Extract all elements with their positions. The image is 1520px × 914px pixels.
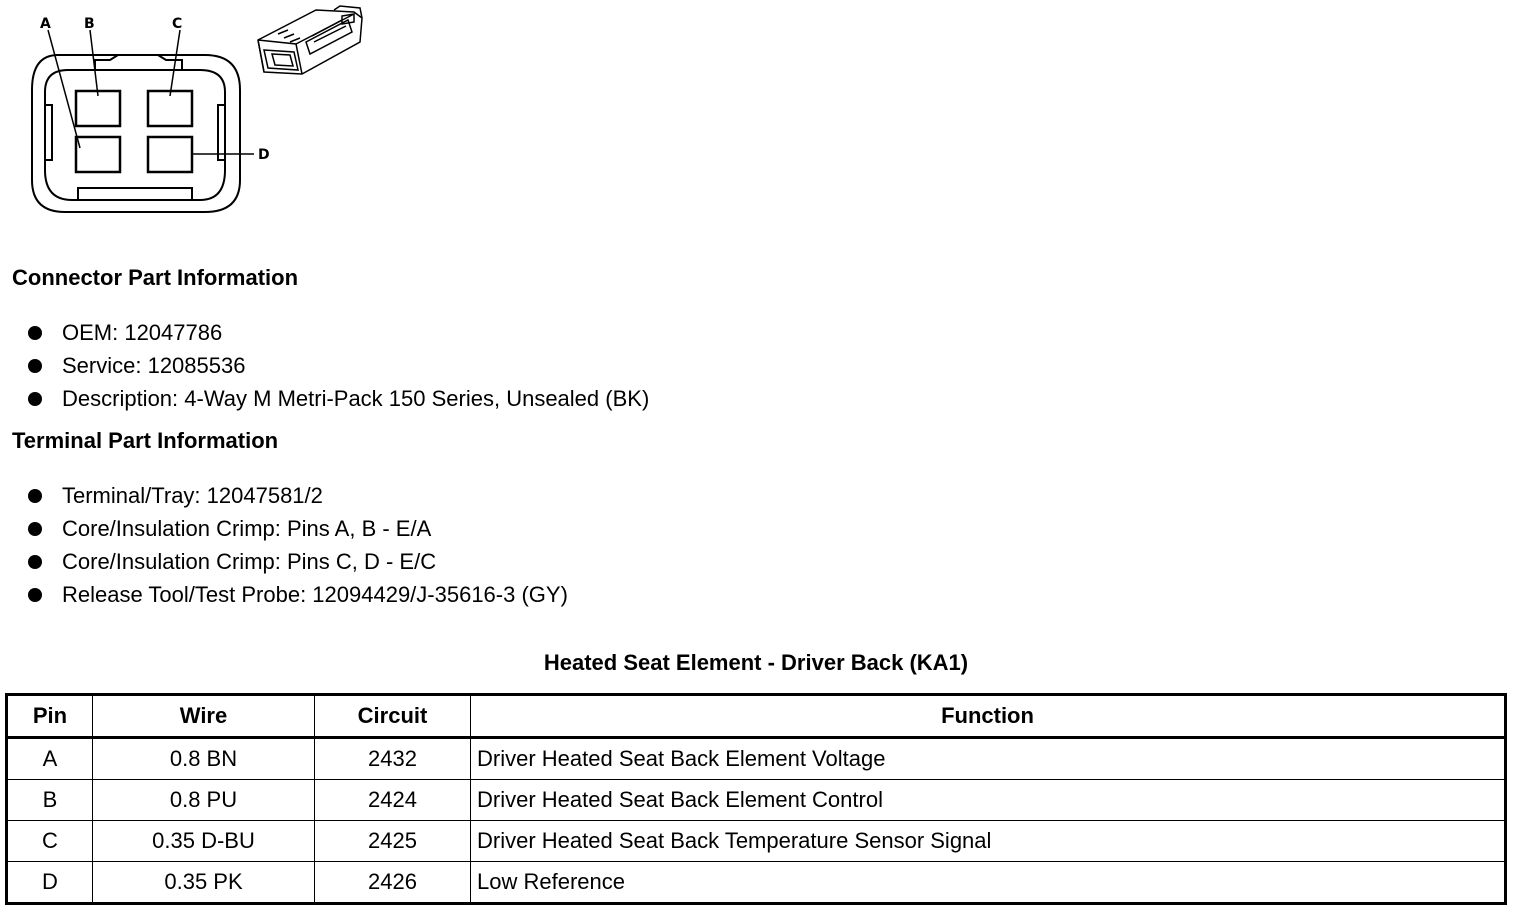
bullet-icon xyxy=(28,555,42,569)
cell-circuit: 2424 xyxy=(315,780,471,821)
pin-label-d: D xyxy=(258,147,270,163)
list-item-text: Release Tool/Test Probe: 12094429/J-35616-3 (GY) xyxy=(62,582,568,607)
cell-function: Low Reference xyxy=(471,862,1506,904)
cell-circuit: 2432 xyxy=(315,738,471,780)
pin-label-b: B xyxy=(84,16,95,32)
bullet-icon xyxy=(28,359,42,373)
list-item xyxy=(28,582,568,615)
bullet-icon xyxy=(28,489,42,503)
cell-wire: 0.8 PU xyxy=(93,780,315,821)
list-item-text: Service: 12085536 xyxy=(62,353,246,378)
cell-circuit: 2425 xyxy=(315,821,471,862)
connector-part-info-heading: Connector Part Information xyxy=(12,265,299,290)
column-header-pin: Pin xyxy=(7,695,93,738)
list-item-text: Core/Insulation Crimp: Pins A, B - E/A xyxy=(62,516,432,541)
list-item xyxy=(28,386,649,419)
table-header-row xyxy=(7,695,1506,738)
terminal-part-info-heading: Terminal Part Information xyxy=(12,428,279,453)
column-header-circuit: Circuit xyxy=(315,695,471,738)
cell-pin: D xyxy=(7,862,93,904)
column-header-wire: Wire xyxy=(93,695,315,738)
cell-wire: 0.35 PK xyxy=(93,862,315,904)
table-row xyxy=(7,780,1506,821)
list-item xyxy=(28,516,568,549)
connector-part-info-list xyxy=(28,320,649,419)
table-row xyxy=(7,738,1506,780)
list-item xyxy=(28,353,649,386)
table-row xyxy=(7,862,1506,904)
column-header-function: Function xyxy=(471,695,1506,738)
connector-3d-illustration xyxy=(250,2,370,92)
bullet-icon xyxy=(28,588,42,602)
table-row xyxy=(7,821,1506,862)
list-item xyxy=(28,483,568,516)
bullet-icon xyxy=(28,392,42,406)
cell-circuit: 2426 xyxy=(315,862,471,904)
cell-wire: 0.8 BN xyxy=(93,738,315,780)
list-item-text: Terminal/Tray: 12047581/2 xyxy=(62,483,323,508)
pinout-table xyxy=(5,693,1507,905)
list-item-text: Core/Insulation Crimp: Pins C, D - E/C xyxy=(62,549,437,574)
cell-pin: C xyxy=(7,821,93,862)
table-title: Heated Seat Element - Driver Back (KA1) xyxy=(543,650,969,675)
bullet-icon xyxy=(28,326,42,340)
bullet-icon xyxy=(28,522,42,536)
list-item-text: OEM: 12047786 xyxy=(62,320,223,345)
cell-function: Driver Heated Seat Back Temperature Sensor Signal xyxy=(471,821,1506,862)
connector-face-diagram xyxy=(0,0,290,220)
cell-pin: B xyxy=(7,780,93,821)
pin-label-c: C xyxy=(172,16,183,32)
list-item xyxy=(28,549,568,582)
list-item-text: Description: 4-Way M Metri-Pack 150 Series, Unsealed (BK) xyxy=(62,386,650,411)
terminal-part-info-list xyxy=(28,483,568,615)
pin-label-a: A xyxy=(40,16,51,32)
cell-pin: A xyxy=(7,738,93,780)
list-item xyxy=(28,320,649,353)
cell-function: Driver Heated Seat Back Element Control xyxy=(471,780,1506,821)
cell-wire: 0.35 D-BU xyxy=(93,821,315,862)
cell-function: Driver Heated Seat Back Element Voltage xyxy=(471,738,1506,780)
